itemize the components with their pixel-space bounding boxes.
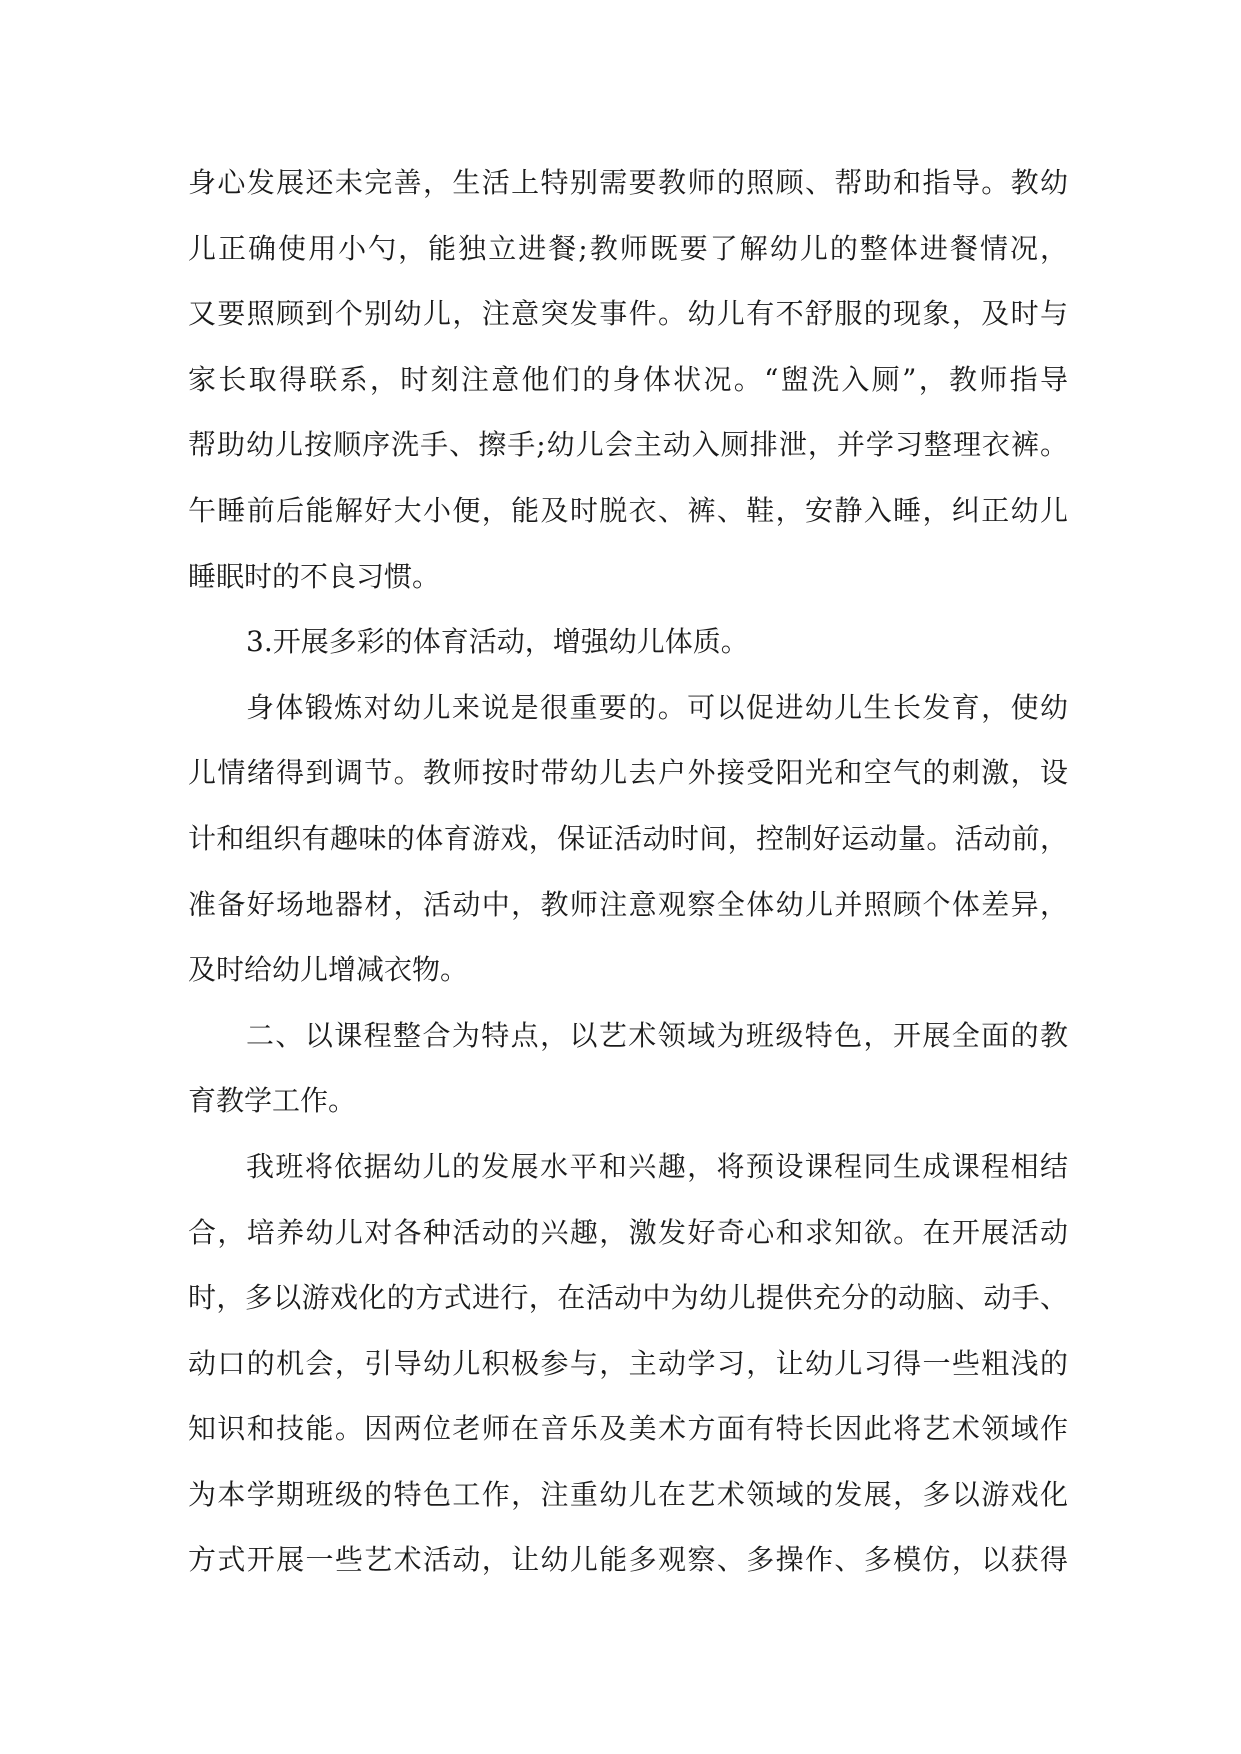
text-line: 睡眠时的不良习惯。 bbox=[188, 559, 441, 593]
text-line: 合，培养幼儿对各种活动的兴趣，激发好奇心和求知欲。在开展活动 bbox=[188, 1215, 1068, 1249]
text-line: 计和组织有趣味的体育游戏，保证活动时间，控制好运动量。活动前， bbox=[188, 821, 1068, 855]
text-line: 3.开展多彩的体育活动，增强幼儿体质。 bbox=[246, 625, 749, 659]
text-line: 儿情绪得到调节。教师按时带幼儿去户外接受阳光和空气的刺激，设 bbox=[188, 756, 1068, 790]
text-line: 及时给幼儿增减衣物。 bbox=[188, 953, 469, 987]
text-line: 身心发展还未完善，生活上特别需要教师的照顾、帮助和指导。教幼 bbox=[188, 166, 1068, 199]
text-line: 身体锻炼对幼儿来说是很重要的。可以促进幼儿生长发育，使幼 bbox=[246, 690, 1068, 724]
text-line: 知识和技能。因两位老师在音乐及美术方面有特长因此将艺术领域作 bbox=[188, 1412, 1068, 1446]
text-line: 为本学期班级的特色工作，注重幼儿在艺术领域的发展，多以游戏化 bbox=[188, 1477, 1068, 1511]
text-line: 我班将依据幼儿的发展水平和兴趣，将预设课程同生成课程相结 bbox=[246, 1149, 1068, 1183]
document-body bbox=[188, 160, 1068, 1603]
text-line: 准备好场地器材，活动中，教师注意观察全体幼儿并照顾个体差异， bbox=[188, 887, 1068, 921]
text-line: 二、以课程整合为特点，以艺术领域为班级特色，开展全面的教 bbox=[246, 1018, 1068, 1052]
text-line: 帮助幼儿按顺序洗手、擦手;幼儿会主动入厕排泄，并学习整理衣裤。 bbox=[188, 428, 1068, 462]
text-line: 又要照顾到个别幼儿，注意突发事件。幼儿有不舒服的现象，及时与 bbox=[188, 297, 1068, 331]
text-line: 时，多以游戏化的方式进行，在活动中为幼儿提供充分的动脑、动手、 bbox=[188, 1281, 1068, 1315]
text-line: 午睡前后能解好大小便，能及时脱衣、裤、鞋，安静入睡，纠正幼儿 bbox=[188, 493, 1068, 527]
text-line: 儿正确使用小勺，能独立进餐;教师既要了解幼儿的整体进餐情况， bbox=[188, 231, 1068, 265]
text-line: 方式开展一些艺术活动，让幼儿能多观察、多操作、多模仿，以获得 bbox=[188, 1543, 1068, 1577]
text-line: 动口的机会，引导幼儿积极参与，主动学习，让幼儿习得一些粗浅的 bbox=[188, 1346, 1068, 1380]
text-line: 家长取得联系，时刻注意他们的身体状况。“盥洗入厕”，教师指导 bbox=[188, 362, 1068, 396]
text-line: 育教学工作。 bbox=[188, 1084, 357, 1118]
